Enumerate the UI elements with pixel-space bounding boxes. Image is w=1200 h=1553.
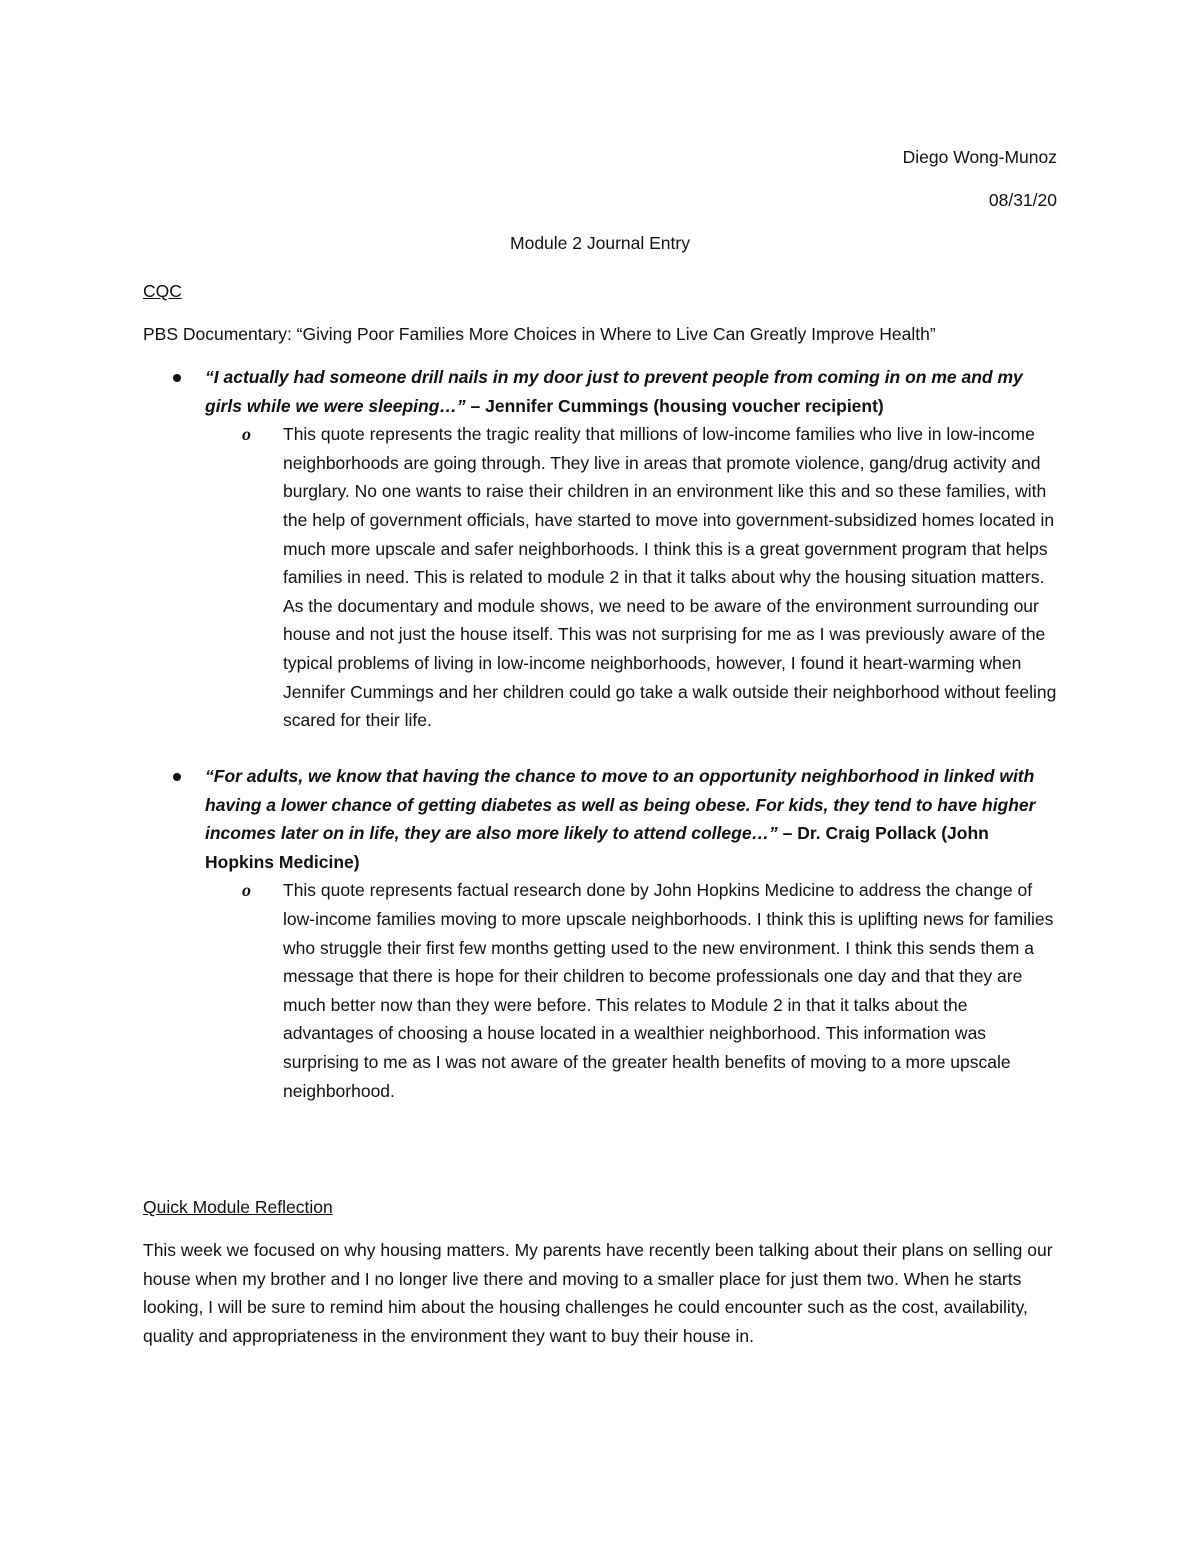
documentary-title: PBS Documentary: “Giving Poor Families More Choices in Where to Live Can Greatly Improve Health” bbox=[143, 324, 936, 344]
reflection-body: This week we focused on why housing matters. My parents have recently been talking about their plans on selling our house when my brother and I no longer live there and moving to a smaller place for just them two. When he starts looking, I will be sure to remind him about the housing challenges he could encounter such as the cost, availability, quality and appropriateness in the environment they want to buy their house in. bbox=[143, 1240, 1053, 1346]
commentary-item bbox=[204, 420, 1058, 735]
quote-text: “I actually had someone drill nails in my door just to prevent people from coming in on me and my girls while we were sleeping…” bbox=[205, 367, 1023, 416]
bullet-icon bbox=[173, 773, 181, 781]
quote-attribution: – Dr. Craig Pollack (John Hopkins Medicine) bbox=[205, 823, 989, 872]
sub-bullet-icon: o bbox=[242, 424, 251, 445]
reflection-heading: Quick Module Reflection bbox=[143, 1197, 333, 1217]
quote-block bbox=[205, 363, 1058, 420]
page-title: Module 2 Journal Entry bbox=[510, 233, 690, 253]
document-date: 08/31/20 bbox=[988, 190, 1057, 210]
commentary-text: This quote represents factual research done by John Hopkins Medicine to address the change of low-income families moving to more upscale neighborhoods. I think this is uplifting news for families who struggle their first few months getting used to the new environment. I think this sends them a message that there is hope for their children to become professionals one day and that they are much better now than they were before. This relates to Module 2 in that it talks about the advantages of choosing a house located in a wealthier neighborhood. This information was surprising to me as I was not aware of the greater health benefits of moving to a more upscale neighborhood. bbox=[283, 880, 1054, 1101]
quote-text: “For adults, we know that having the chance to move to an opportunity neighborhood in linked with having a lower chance of getting diabetes as well as being obese. For kids, they tend to have higher incomes later on in life, they are also more likely to attend college…” bbox=[205, 766, 1036, 844]
quote-list-2 bbox=[143, 762, 1058, 1105]
quote-attribution: – Jennifer Cummings (housing voucher recipient) bbox=[465, 395, 884, 416]
quote-block bbox=[205, 762, 1058, 876]
quote-item bbox=[143, 762, 1058, 1105]
sub-bullet-icon: o bbox=[242, 880, 251, 901]
commentary-item bbox=[204, 876, 1058, 1105]
quote-list-1 bbox=[143, 363, 1058, 735]
quote-item bbox=[143, 363, 1058, 735]
bullet-icon bbox=[173, 374, 181, 382]
author-name: Diego Wong-Munoz bbox=[902, 147, 1057, 167]
commentary-text: This quote represents the tragic reality that millions of low-income families who live in low-income neighborhoods are going through. They live in areas that promote violence, gang/drug activity and burglary. No one wants to raise their children in an environment like this and so these families, with the help of government officials, have started to move into government-subsidized homes located in much more upscale and safer neighborhoods. I think this is a great government program that helps families in need. This is related to module 2 in that it talks about why the housing situation matters. As the documentary and module shows, we need to be aware of the environment surrounding our house and not just the house itself. This was not surprising for me as I was previously aware of the typical problems of living in low-income neighborhoods, however, I found it heart-warming when Jennifer Cummings and her children could go take a walk outside their neighborhood without feeling scared for their life. bbox=[283, 424, 1057, 731]
cqc-heading: CQC bbox=[143, 281, 182, 301]
